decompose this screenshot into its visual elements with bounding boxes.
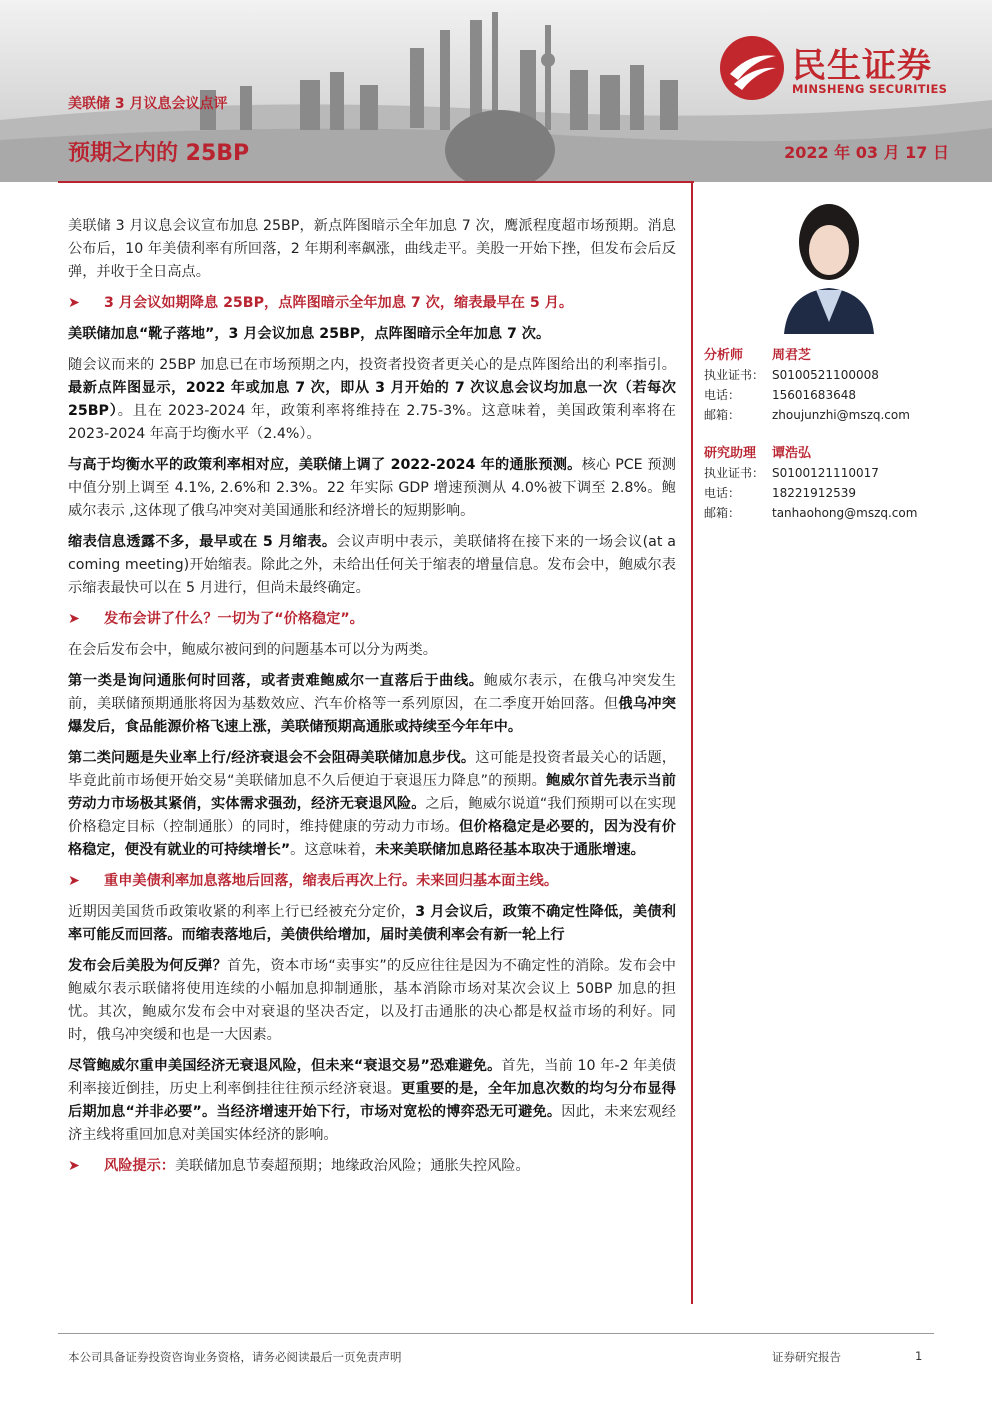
- email-address[interactable]: tanhaohong@mszq.com: [772, 506, 918, 520]
- tel-number: 15601683648: [772, 388, 856, 402]
- arrow-bullet-icon: ➤: [68, 295, 80, 311]
- main-content: [68, 215, 676, 1186]
- column-divider: [691, 181, 693, 1304]
- footer-report-type: 证券研究报告: [772, 1350, 841, 1364]
- analyst-role: 研究助理: [704, 446, 757, 461]
- paragraph: 在会后发布会中，鲍威尔被问到的问题基本可以分为两类。: [68, 642, 437, 658]
- paragraph: 缩表信息透露不多，最早或在 5 月缩表。会议声明中表示，美联储将在接下来的一场会议(at a coming meeting)开始缩表。除此之外，未给出任何关于缩表的增量信息。发布会中，鲍威尔表示缩表最快可以在 5 月进行，但尚未最终确定。: [68, 534, 676, 596]
- cert-number: S0100121110017: [772, 466, 879, 480]
- risk-warning: [68, 1155, 676, 1178]
- report-date: 2022 年 03 月 17 日: [784, 143, 949, 162]
- header-banner: [0, 0, 992, 182]
- arrow-bullet-icon: ➤: [68, 873, 80, 889]
- heading-text: 3 月会议如期降息 25BP，点阵图暗示全年加息 7 次，缩表最早在 5 月。: [104, 295, 574, 311]
- arrow-bullet-icon: ➤: [68, 1158, 80, 1174]
- analyst-name: 周君芝: [772, 348, 812, 363]
- company-logo: [720, 36, 970, 106]
- analyst-card-2: [704, 443, 964, 523]
- intro-paragraph: 美联储 3 月议息会议宣布加息 25BP，新点阵图暗示全年加息 7 次，鹰派程度超市场预期。消息公布后，10 年美债利率有所回落，2 年期利率飙涨，曲线走平。美股一开始下挫，但发布会后反弹，并收于全日高点。: [68, 218, 676, 280]
- tel-label: 电话：: [704, 388, 741, 402]
- heading-text: 发布会讲了什么？一切为了“价格稳定”。: [104, 611, 364, 627]
- tel-number: 18221912539: [772, 486, 856, 500]
- section-heading-1: [68, 292, 676, 315]
- section-heading-3: [68, 870, 676, 893]
- risk-label: 风险提示：: [104, 1158, 175, 1174]
- footer-divider: [58, 1333, 934, 1334]
- analyst-name: 谭浩弘: [772, 446, 812, 461]
- paragraph: 随会议而来的 25BP 加息已在市场预期之内，投资者投资者更关心的是点阵图给出的利率指引。最新点阵图显示，2022 年或加息 7 次，即从 3 月开始的 7 次议息会议均加息一次（若每次 25BP）。且在 2023-2024 年，政策利率将维持在 2.75-3%。这意味着，美国政策利率将在 2023-2024 年高于均衡水平（2.4%）。: [68, 357, 676, 442]
- paragraph: 第一类是询问通胀何时回落，或者责难鲍威尔一直落后于曲线。鲍威尔表示，在俄乌冲突发生前，美联储预期通胀将因为基数效应、汽车价格等一系列原因，在二季度开始回落。但俄乌冲突爆发后，食品能源价格飞速上涨，美联储预期高通胀或持续至今年年中。: [68, 673, 676, 735]
- paragraph: 近期因美国货币政策收紧的利率上行已经被充分定价，3 月会议后，政策不确定性降低，美债利率可能反而回落。而缩表落地后，美债供给增加，届时美债利率会有新一轮上行: [68, 904, 676, 943]
- tel-label: 电话：: [704, 486, 741, 500]
- footer-disclaimer: 本公司具备证券投资咨询业务资格，请务必阅读最后一页免责声明: [68, 1350, 402, 1364]
- logo-mark-icon: [720, 36, 784, 100]
- paragraph: 发布会后美股为何反弹？首先，资本市场“卖事实”的反应往往是因为不确定性的消除。发布会中鲍威尔表示联储将使用连续的小幅加息抑制通胀，基本消除市场对某次会议上 50BP 加息的担忧。其次，鲍威尔发布会中对衰退的坚决否定，以及打击通胀的决心都是权益市场的利好。同时，俄乌冲突缓和也是一大因素。: [68, 958, 676, 1043]
- page-number: 1: [915, 1349, 923, 1363]
- heading-text: 重申美债利率加息落地后回落，缩表后再次上行。未来回归基本面主线。: [104, 873, 559, 889]
- cert-number: S0100521100008: [772, 368, 879, 382]
- cert-label: 执业证书：: [704, 466, 765, 480]
- section-heading-2: [68, 608, 676, 631]
- email-label: 邮箱：: [704, 408, 741, 422]
- paragraph: 第二类问题是失业率上行/经济衰退会不会阻碍美联储加息步伐。这可能是投资者最关心的话题，毕竟此前市场便开始交易“美联储加息不久后便迫于衰退压力降息”的预期。鲍威尔首先表示当前劳动力市场极其紧俏，实体需求强劲，经济无衰退风险。之后，鲍威尔说道“我们预期可以在实现价格稳定目标（控制通胀）的同时，维持健康的劳动力市场。但价格稳定是必要的，因为没有价格稳定，便没有就业的可持续增长”。这意味着，未来美联储加息路径基本取决于通胀增速。: [68, 750, 676, 858]
- report-type: 美联储 3 月议息会议点评: [68, 96, 228, 112]
- header-divider: [58, 181, 694, 183]
- analyst-photo: [774, 192, 884, 334]
- report-title: 预期之内的 25BP: [68, 141, 250, 166]
- logo-text-cn: 民生证券: [792, 46, 932, 86]
- arrow-bullet-icon: ➤: [68, 611, 80, 627]
- cert-label: 执业证书：: [704, 368, 765, 382]
- email-address[interactable]: zhoujunzhi@mszq.com: [772, 408, 910, 422]
- paragraph: 尽管鲍威尔重申美国经济无衰退风险，但未来“衰退交易”恐难避免。首先，当前 10 年-2 年美债利率接近倒挂，历史上利率倒挂往往预示经济衰退。更重要的是，全年加息次数的均匀分布显得后期加息“并非必要”。当经济增速开始下行，市场对宽松的博弈恐无可避免。因此，未来宏观经济主线将重回加息对美国实体经济的影响。: [68, 1058, 676, 1143]
- paragraph: 与高于均衡水平的政策利率相对应，美联储上调了 2022-2024 年的通胀预测。核心 PCE 预测中值分别上调至 4.1%, 2.6%和 2.3%。22 年实际 GDP 增速预测从 4.0%被下调至 2.8%。鲍威尔表示 ,这体现了俄乌冲突对美国通胀和经济增长的短期影响。: [68, 457, 676, 519]
- analyst-card-1: [704, 345, 964, 425]
- logo-text-en: MINSHENG SECURITIES: [792, 82, 948, 96]
- analyst-role: 分析师: [704, 348, 744, 363]
- email-label: 邮箱：: [704, 506, 741, 520]
- paragraph: 美联储加息“靴子落地”，3 月会议加息 25BP，点阵图暗示全年加息 7 次。: [68, 326, 551, 342]
- risk-text: 美联储加息节奏超预期；地缘政治风险；通胀失控风险。: [174, 1158, 530, 1174]
